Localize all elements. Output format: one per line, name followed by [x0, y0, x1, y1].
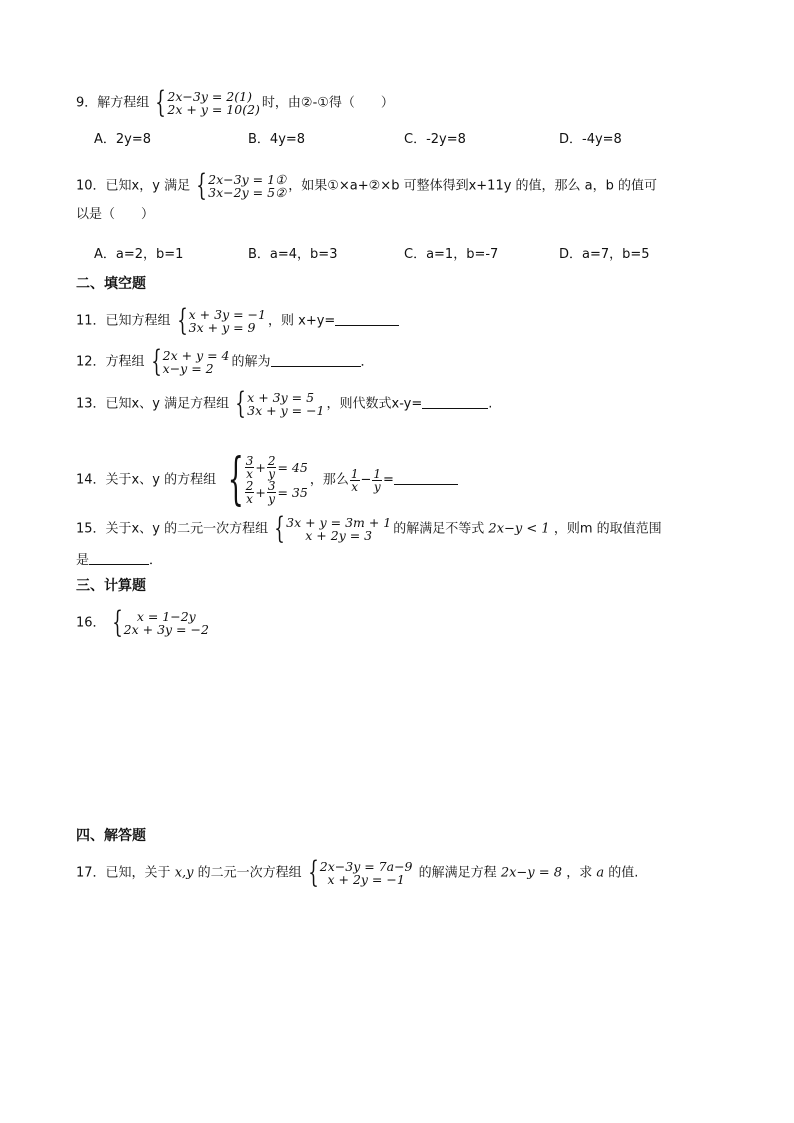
question-15: [76, 511, 662, 546]
equation-2: x−y = 2: [162, 361, 214, 376]
answer-blank[interactable]: [394, 472, 458, 485]
question-text: 关于x、y 的二元一次方程组: [105, 521, 269, 537]
choice-b[interactable]: B．4y=8: [248, 132, 306, 147]
denominator: x: [351, 479, 359, 494]
left-brace: {: [196, 168, 207, 203]
question-number: 15．: [76, 521, 106, 537]
question-text: 已知x、y 满足方程组: [105, 396, 230, 412]
question-text: ．: [360, 354, 374, 370]
question-number: 14．: [76, 472, 106, 488]
question-text: 关于x、y 的方程组: [105, 472, 217, 488]
question-13: [76, 386, 493, 421]
denominator: y: [373, 479, 381, 494]
equation-system: [304, 855, 413, 890]
choice-c[interactable]: C．a=1，b=-7: [404, 247, 499, 262]
equation-2: 2x + 3y = −2: [123, 622, 209, 637]
question-text: 已知x，y 满足: [105, 178, 191, 194]
numerator: 1: [373, 466, 382, 481]
denominator: x: [246, 467, 253, 481]
section-heading-solve: 四、解答题: [76, 828, 146, 844]
question-text: ．: [149, 553, 163, 568]
answer-blank[interactable]: [89, 552, 149, 565]
question-17: [76, 855, 639, 890]
answer-blank[interactable]: [271, 354, 361, 367]
equation-1: 2x + y = 4: [162, 348, 230, 363]
question-text: 的二元一次方程组: [197, 865, 302, 881]
question-text: 已知，关于: [105, 865, 171, 881]
choice-d[interactable]: D．-4y=8: [559, 132, 622, 147]
equation-1: 2x−3y = 1①: [208, 172, 287, 187]
question-9: [76, 85, 394, 120]
equation-1: x + 3y = −1: [188, 307, 266, 322]
left-brace: {: [111, 605, 123, 640]
question-text: 的解为: [231, 354, 271, 370]
left-brace: {: [307, 855, 319, 890]
fraction-equation-system: [218, 447, 308, 512]
equation-system: [151, 85, 260, 120]
denominator: y: [268, 467, 276, 481]
question-text: 的解满足方程: [418, 865, 497, 881]
numerator: 2: [267, 454, 276, 468]
question-10-cont: 以是（ ）: [76, 207, 155, 222]
numerator: 1: [350, 466, 359, 481]
equation-2: 3x + y = 9: [188, 320, 256, 335]
question-text: ，那么: [309, 472, 349, 488]
left-brace: {: [155, 85, 167, 120]
operator: +: [255, 459, 266, 475]
question-text: ，则m 的取值范围: [553, 521, 662, 537]
question-number: 9．: [76, 95, 98, 111]
choice-d[interactable]: D．a=7，b=5: [559, 247, 650, 262]
question-number: 12．: [76, 354, 106, 370]
left-brace: {: [274, 511, 285, 546]
fraction-1-over-y: [372, 468, 382, 493]
question-number: 16．: [76, 615, 106, 631]
equation-2: 3x + y = −1: [247, 403, 325, 418]
question-14: [76, 447, 458, 512]
question-text: 的值.: [608, 865, 639, 881]
variable-a: a: [596, 865, 605, 881]
question-text: .: [488, 396, 493, 412]
question-text: ，求: [566, 865, 593, 881]
operator: −: [360, 472, 372, 488]
question-number: 13．: [76, 396, 106, 412]
choice-b[interactable]: B．a=4，b=3: [248, 247, 338, 262]
equation-system: [108, 605, 209, 640]
choices-q9: [94, 131, 734, 149]
question-text: ，则代数式x-y=: [326, 396, 423, 412]
equation-2: x + 2y = −1: [327, 872, 405, 887]
fraction-1-over-x: [350, 468, 360, 493]
equation-1: 2x−3y = 7a−9: [319, 859, 413, 874]
question-text: 时，由②-①得（ ）: [261, 95, 394, 111]
question-text: ，则 x+y=: [268, 313, 336, 329]
operator: +: [255, 484, 266, 500]
choice-c[interactable]: C．-2y=8: [404, 132, 466, 147]
question-text: 已知方程组: [105, 313, 171, 329]
choice-a[interactable]: A．2y=8: [94, 132, 152, 147]
question-number: 17．: [76, 865, 106, 881]
choices-q10: [94, 246, 734, 264]
numerator: 2: [245, 479, 254, 493]
fraction-equation-1: [244, 455, 308, 480]
equation-2: 3x−2y = 5②: [208, 185, 287, 200]
rhs: = 45: [277, 459, 308, 475]
question-text: ，如果①×a+②×b 可整体得到x+11y 的值，那么 a，b 的值可: [288, 178, 658, 194]
question-number: 10．: [76, 178, 106, 194]
equation-3: 2x−y = 8: [500, 865, 563, 881]
question-15-cont: [76, 552, 162, 570]
left-brace: {: [150, 344, 162, 379]
answer-blank[interactable]: [422, 396, 488, 409]
question-11: [76, 303, 399, 338]
equation-system: [231, 386, 325, 421]
choice-a[interactable]: A．a=2，b=1: [94, 247, 184, 262]
equation-2: x + 2y = 3: [305, 528, 373, 543]
denominator: y: [268, 492, 276, 506]
equation-system: [147, 344, 230, 379]
question-number: 11．: [76, 313, 106, 329]
variables: x,y: [174, 865, 194, 881]
rhs: = 35: [277, 484, 308, 500]
equation-1: x + 3y = 5: [247, 390, 315, 405]
question-text: 是: [76, 553, 90, 568]
equation-system: [192, 168, 287, 203]
left-brace: {: [227, 447, 244, 512]
equation-1: 2x−3y = 2(1): [167, 89, 252, 104]
equation-system: [270, 511, 392, 546]
denominator: x: [246, 492, 253, 506]
section-heading-fill-blank: 二、填空题: [76, 276, 146, 292]
left-brace: {: [235, 386, 246, 421]
question-text: 解方程组: [97, 95, 150, 111]
question-text: =: [383, 472, 394, 488]
equation-system: [173, 303, 266, 338]
left-brace: {: [176, 303, 188, 338]
numerator: 3: [245, 454, 254, 468]
equation-1: 3x + y = 3m + 1: [286, 515, 392, 530]
equation-1: x = 1−2y: [136, 609, 196, 624]
section-heading-calculation: 三、计算题: [76, 578, 146, 594]
fraction-equation-2: [244, 480, 308, 505]
question-10: [76, 168, 658, 203]
question-16: [76, 605, 211, 640]
question-text: 的解满足不等式: [393, 521, 485, 537]
question-text: 方程组: [105, 354, 145, 370]
inequality: 2x−y < 1: [488, 521, 550, 537]
equation-2: 2x + y = 10(2): [167, 102, 260, 117]
question-12: [76, 344, 374, 379]
numerator: 3: [267, 479, 276, 493]
answer-blank[interactable]: [335, 313, 399, 326]
